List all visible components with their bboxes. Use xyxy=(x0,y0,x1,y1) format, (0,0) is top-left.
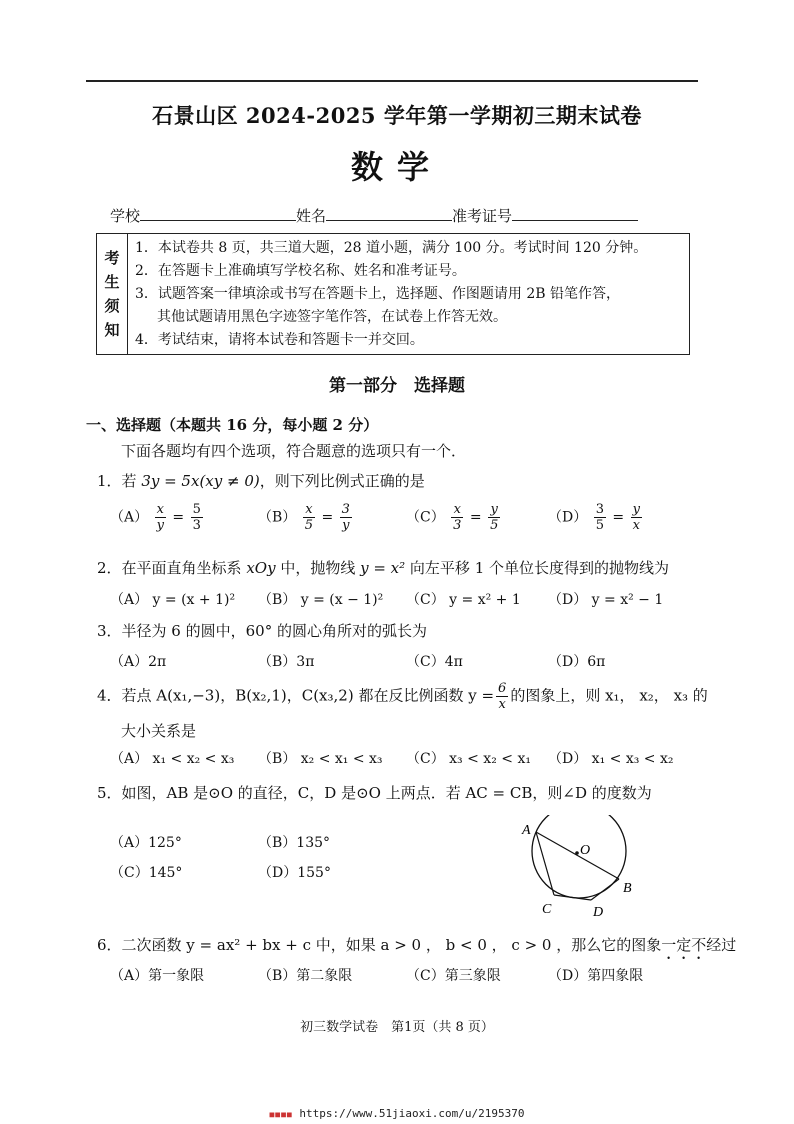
q5-option-a: （A）125° xyxy=(110,835,182,851)
chord-ac xyxy=(536,832,554,895)
question-2-stem xyxy=(97,557,669,578)
numerator: x xyxy=(451,502,463,518)
numerator: 6 xyxy=(498,681,507,696)
exam-title: 石景山区 2024-2025 学年第一学期初三期末试卷 xyxy=(152,103,642,128)
subject-title: 数学 xyxy=(350,148,443,186)
numerator: 5 xyxy=(192,502,201,517)
notice-char: 考 xyxy=(104,249,120,267)
point-label: O xyxy=(580,843,591,858)
denominator: y xyxy=(342,518,350,533)
fraction xyxy=(303,502,315,533)
fraction xyxy=(496,681,508,712)
q4-stem-text: 的图象上，则 x₁， x₂， x₃ 的 xyxy=(510,686,708,705)
q1-option-c: （C） $\frac{x}{3}$ = $\frac{y}{5}$ xyxy=(406,502,499,533)
watermark xyxy=(0,1107,794,1120)
q2-stem-text: 向左平移 1 个单位长度得到的抛物线为 xyxy=(405,559,670,577)
q4-stem-text: 4．若点 A(x₁,−3)，B(x₂,1)，C(x₃,2) 都在反比例函数 y = xyxy=(97,686,495,705)
name-blank xyxy=(326,206,452,221)
numerator: 3 xyxy=(341,502,350,517)
numerator: x xyxy=(155,502,166,518)
q1-stem-text: 1．若 xyxy=(97,472,142,490)
fraction xyxy=(631,502,642,533)
q2-option-c: （C） y = x² + 1 xyxy=(406,592,521,608)
q4-option-a: （A） x₁ < x₂ < x₃ xyxy=(110,751,235,767)
denominator: y xyxy=(156,518,164,533)
center-point xyxy=(575,851,579,855)
q2-equation: y = x² xyxy=(360,559,406,577)
notice-side-label xyxy=(97,234,128,354)
page-footer: 初三数学试卷 第1页（共 8 页） xyxy=(300,1020,494,1035)
fraction xyxy=(451,502,463,533)
q3-option-c: （C）4π xyxy=(406,654,463,670)
school-label: 学校 xyxy=(110,207,141,225)
watermark-logo-icon: ■■■■ xyxy=(269,1110,293,1119)
q4-option-d: （D） x₁ < x₃ < x₂ xyxy=(548,751,674,767)
question-6-stem xyxy=(97,934,736,963)
q2-stem-text: 中，抛物线 xyxy=(275,559,361,577)
denominator: 5 xyxy=(595,518,604,533)
name-label: 姓名 xyxy=(296,207,327,225)
numerator: y xyxy=(488,502,500,518)
option-label: （C） xyxy=(406,509,445,526)
exam-id-blank xyxy=(512,206,638,221)
q5-option-d: （D）155° xyxy=(258,865,331,881)
numerator: y xyxy=(632,502,640,517)
diameter-ab xyxy=(536,832,619,879)
denominator: x xyxy=(632,518,640,533)
q2-coord: xOy xyxy=(246,559,276,577)
notice-char: 须 xyxy=(104,297,120,315)
q6-emphasis-text: 一定不 xyxy=(661,936,707,954)
q3-option-d: （D）6π xyxy=(548,654,606,670)
option-label: （A） xyxy=(110,509,149,526)
fraction xyxy=(155,502,166,533)
question-5-stem: 5．如图，AB 是⊙O 的直径，C，D 是⊙O 上两点．若 AC = CB，则∠D 的度数为 xyxy=(97,784,652,802)
school-blank xyxy=(140,206,296,221)
q6-option-c: （C）第三象限 xyxy=(406,968,501,984)
notice-box xyxy=(96,233,690,355)
q6-stem-text: 经过 xyxy=(706,936,737,954)
q2-option-a: （A） y = (x + 1)² xyxy=(110,592,236,608)
notice-char: 知 xyxy=(104,321,120,339)
q6-option-b: （B）第二象限 xyxy=(258,968,353,984)
q1-stem-text: ，则下列比例式正确的是 xyxy=(259,472,425,490)
question-4-stem-cont: 大小关系是 xyxy=(121,722,197,740)
option-label: （B） xyxy=(258,509,297,526)
q2-option-b: （B） y = (x − 1)² xyxy=(258,592,384,608)
question-3-stem: 3．半径为 6 的圆中，60° 的圆心角所对的弧长为 xyxy=(97,622,427,640)
q1-option-d: （D） $\frac{3}{5}$ = $\frac{y}{x}$ xyxy=(548,502,640,533)
point-label: A xyxy=(522,823,531,838)
q6-option-d: （D）第四象限 xyxy=(548,968,644,984)
exam-id-label: 准考证号 xyxy=(452,207,513,225)
numerator: 3 xyxy=(595,502,604,517)
q2-option-d: （D） y = x² − 1 xyxy=(548,592,664,608)
student-info-row xyxy=(110,205,638,226)
q6-stem-text: 6．二次函数 y = ax² + bx + c 中，如果 a > 0 ， b < 0 ， c > 0 ，那么它的图象 xyxy=(97,936,662,954)
notice-item: 其他试题请用黑色字迹签字笔作答，在试卷上作答无效。 xyxy=(157,309,507,325)
question-4-stem xyxy=(97,681,708,712)
notice-item: 2．在答题卡上准确填写学校名称、姓名和准考证号。 xyxy=(135,263,466,279)
q4-option-c: （C） x₃ < x₂ < x₁ xyxy=(406,751,531,767)
point-label: B xyxy=(623,881,632,896)
q2-stem-text: 2．在平面直角坐标系 xyxy=(97,559,247,577)
denominator: 5 xyxy=(304,518,314,533)
q1-equation: 3y = 5x(xy ≠ 0) xyxy=(141,472,260,490)
denominator: 3 xyxy=(192,518,201,533)
fraction xyxy=(488,502,500,533)
notice-item: 1．本试卷共 8 页，共三道大题，28 道小题，满分 100 分。考试时间 120 分钟。 xyxy=(135,240,648,256)
denominator: x xyxy=(498,697,506,712)
point-label: C xyxy=(542,902,552,917)
question-1-stem xyxy=(97,470,425,491)
notice-item: 3．试题答案一律填涂或书写在答题卡上，选择题、作图题请用 2B 铅笔作答， xyxy=(135,286,621,302)
option-label: （D） xyxy=(548,509,588,526)
notice-item: 4．考试结束，请将本试卷和答题卡一并交回。 xyxy=(135,332,424,348)
chord-db xyxy=(591,879,619,900)
point-label: D xyxy=(593,905,604,920)
part-title: 第一部分 选择题 xyxy=(329,376,465,396)
section-instruction: 下面各题均有四个选项，符合题意的选项只有一个． xyxy=(121,442,467,460)
denominator: 5 xyxy=(490,518,499,533)
watermark-url: https://www.51jiaoxi.com/u/2195370 xyxy=(299,1107,525,1120)
fraction xyxy=(340,502,352,533)
circle-diagram xyxy=(510,815,645,925)
fraction xyxy=(191,502,203,533)
q6-option-a: （A）第一象限 xyxy=(110,968,205,984)
notice-char: 生 xyxy=(104,273,120,291)
q5-option-b: （B）135° xyxy=(258,835,331,851)
denominator: 3 xyxy=(453,518,462,533)
fraction xyxy=(594,502,606,533)
q5-option-c: （C）145° xyxy=(110,865,183,881)
numerator: x xyxy=(303,502,315,518)
q3-option-a: （A）2π xyxy=(110,654,167,670)
q1-option-b: （B） $\frac{x}{5}$ = $\frac{3}{y}$ xyxy=(258,502,350,533)
q4-option-b: （B） x₂ < x₁ < x₃ xyxy=(258,751,383,767)
notice-items xyxy=(135,237,683,352)
section-title: 一、选择题（本题共 16 分，每小题 2 分） xyxy=(86,416,379,434)
q1-option-a: （A） $\frac{x}{y}$ = $\frac{5}{3}$ xyxy=(110,502,201,533)
top-rule xyxy=(86,80,698,82)
q3-option-b: （B）3π xyxy=(258,654,315,670)
